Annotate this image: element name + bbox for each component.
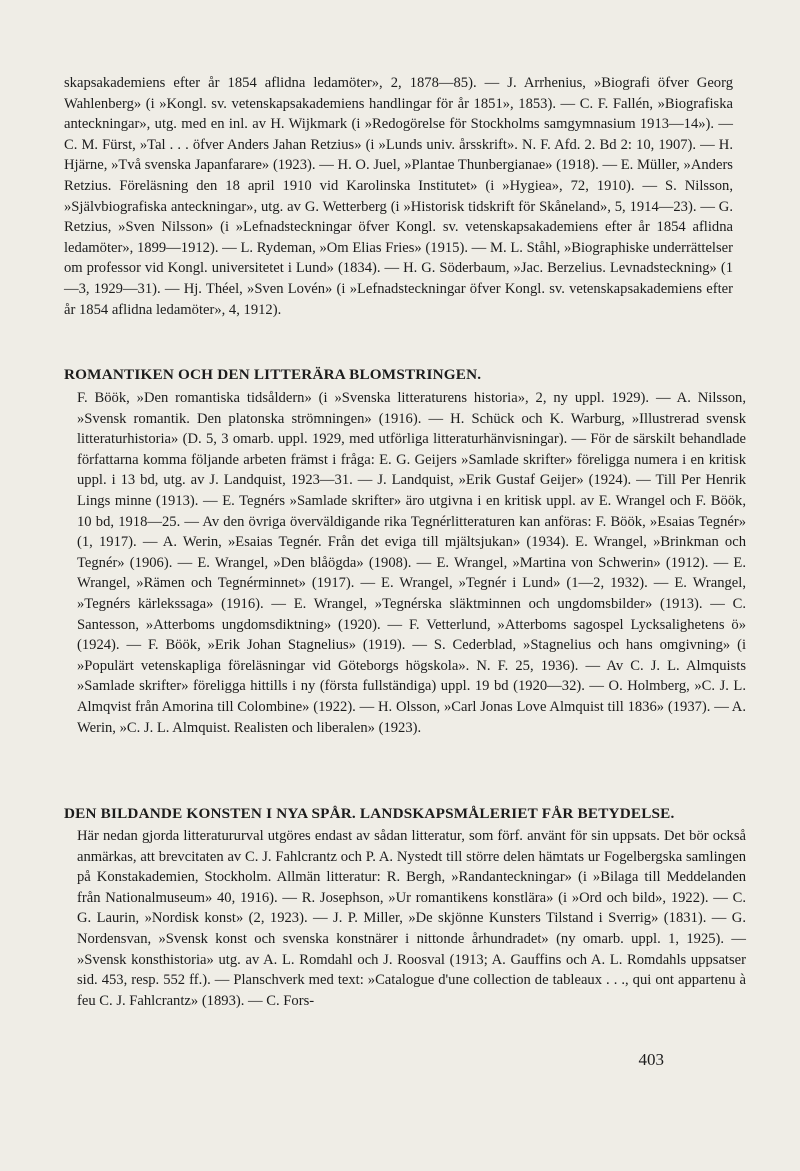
page-number: 403 xyxy=(638,1050,664,1069)
section-heading-romantiken: ROMANTIKEN OCH DEN LITTERÄRA BLOMSTRINGEN. xyxy=(64,366,482,383)
bibliography-paragraph-bildande-konsten: Här nedan gjorda litteratururval utgöres endast av sådan litteratur, som förf. använt för sin uppsats. Det bör också anmärkas, att brevcitaten av C. J. Fahlcrantz och P. A. Nystedt till större delen hämtats ur Fogelbergska samlingen på Konstakademien, Stockholm. Allmän litteratur: R. Bergh, »Randanteckningar» (i »Bilaga till Meddelanden från Nationalmuseum» 40, 1916). — R. Josephson, »Ur romantikens konstlära» (i »Ord och bild», 1922). — C. G. Laurin, »Nordisk konst» (2, 1923). — J. P. Miller, »De skjönne Kunsters Tilstand i Sverrig» (1831). — G. Nordensvan, »Svensk konst och svenska konstnärer i nittonde århundradet» (ny omarb. uppl. 1, 1925). — »Svensk konsthistoria» utg. av A. L. Romdahl och J. Roosval (1913; A. Gauffins och A. L. Romdahls uppsatser sid. 453, resp. 552 ff.). — Planschverk med text: »Catalogue d'une collection de tableaux . . ., qui ont appartenu à feu C. J. Fahlcrantz» (1893). — C. Fors- xyxy=(77,828,746,1009)
bibliography-paragraph-continued: skapsakademiens efter år 1854 aflidna ledamöter», 2, 1878—85). — J. Arrhenius, »Biografi öfver Georg Wahlenberg» (i »Kongl. sv. vetenskapsakademiens handlingar för år 1851», 1853). — C. F. Fallén, »Biografiska anteckningar», utg. med en inl. av H. Wijkmark (i »Redogörelse för Stockholms samgymnasium 1913—14»). — C. M. Fürst, »Tal . . . öfver Anders Jahan Retzius» (i »Lunds univ. årsskrift». N. F. Afd. 2. Bd 2: 10, 1907). — H. Hjärne, »Två svenska Japanfarare» (1923). — H. O. Juel, »Plantae Thunbergianae» (1918). — E. Müller, »Anders Retzius. Föreläsning den 18 april 1910 vid Karolinska Institutet» (i »Hygiea», 72, 1910). — S. Nilsson, »Självbiografiska anteckningar», utg. av G. Wetterberg (i »Historisk tidskrift för Skåneland», 5, 1914—23). — G. Retzius, »Sven Nilsson» (i »Lefnadsteckningar öfver Kongl. sv. vetenskapsakademiens efter år 1854 aflidna ledamöter», 1899—1912). — L. Rydeman, »Om Elias Fries» (1915). — M. L. Ståhl, »Biographiske underrättelser om professor vid Kongl. universitetet i Lund» (1834). — H. G. Söderbaum, »Jac. Berzelius. Levnadsteckning» (1—3, 1929—31). — Hj. Théel, »Sven Lovén» (i »Lefnadsteckningar öfver Kongl. sv. vetenskapsakademiens efter år 1854 aflidna ledamöter», 4, 1912). xyxy=(64,75,733,318)
section-heading-bildande-konsten: DEN BILDANDE KONSTEN I NYA SPÅR. LANDSKAPSMÅLERIET FÅR BETYDELSE. xyxy=(64,805,675,822)
bibliography-paragraph-romantiken: F. Böök, »Den romantiska tidsåldern» (i »Svenska litteraturens historia», 2, ny uppl. 1929). — A. Nilsson, »Svensk romantik. Den platonska strömningen» (1916). — H. Schück och K. Warburg, »Illustrerad svensk litteraturhistoria» (D. 5, 3 omarb. uppl. 1929, med utförliga litteraturhänvisningar). — För de särskilt behandlade författarna komma följande arbeten främst i fråga: E. G. Geijers »Samlade skrifter» föreligga numera i en kritisk uppl. i 13 bd, utg. av J. Landquist, 1923—31. — J. Landquist, »Erik Gustaf Geijer» (1924). — Till Per Henrik Lings minne (1913). — E. Tegnérs »Samlade skrifter» äro utgivna i en kritisk uppl. av E. Wrangel och F. Böök, 10 bd, 1918—25. — Av den övriga överväldigande rika Tegnérlitteraturen kan anföras: F. Böök, »Esaias Tegnér» (1, 1917). — A. Werin, »Esaias Tegnér. Från det eviga till mjältsjukan» (1934). E. Wrangel, »Brinkman och Tegnér» (1906). — E. Wrangel, »Den blåögda» (1908). — E. Wrangel, »Martina von Schwerin» (1912). — E. Wrangel, »Rämen och Tegnérminnet» (1917). — E. Wrangel, »Tegnér i Lund» (1—2, 1932). — E. Wrangel, »Tegnérs kärlekssaga» (1916). — E. Wrangel, »Tegnérska släktminnen och ungdomsbilder» (1913). — C. Santesson, »Atterboms ungdomsdiktning» (1920). — F. Vetterlund, »Atterboms sagospel Lycksalighetens ö» (1924). — F. Böök, »Erik Johan Stagnelius» (1919). — S. Cederblad, »Stagnelius och hans omgivning» (i »Populärt vetenskapliga föreläsningar vid Göteborgs högskola». N. F. 25, 1936). — Av C. J. L. Almquists »Samlade skrifter» föreligga hittills i ny (första fullständiga) uppl. 19 bd (1920—32). — O. Holmberg, »C. J. L. Almqvist från Amorina till Colombine» (1922). — H. Olsson, »Carl Jonas Love Almquist till 1836» (1937). — A. Werin, »C. J. L. Almquist. Realisten och liberalen» (1923). xyxy=(77,390,746,736)
